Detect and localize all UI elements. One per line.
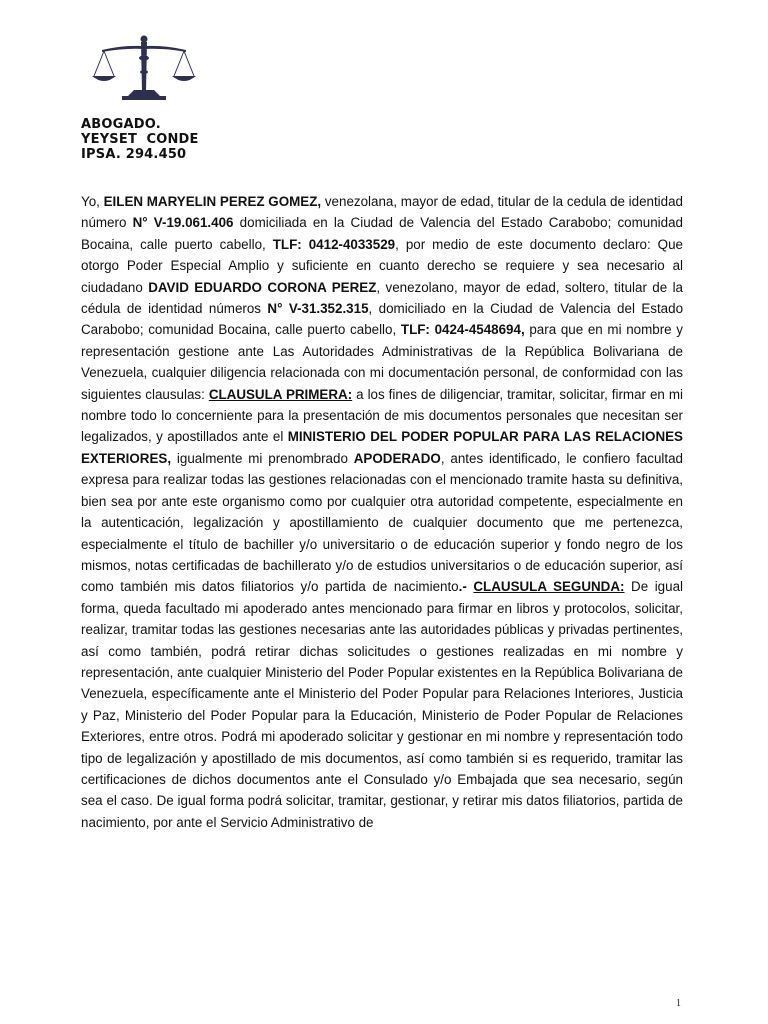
grantor-phone: TLF: 0412-4033529 [272,236,396,252]
header-title: ABOGADO. [81,117,161,132]
text-segment: a los fines de diligenciar, tramitar, solicitar, firmar en mi nombre todo lo concerniente para la presentación de mis documentos personales que necesitan ser legalizados, y apostillados ante el [81,386,683,445]
power-of-attorney-text [81,191,683,833]
lawyer-header [81,117,199,162]
attorney-name: DAVID EDUARDO CORONA PEREZ [148,279,377,295]
header-lawyer-name: YEYSET CONDE [81,132,199,147]
text-segment: Yo, [81,194,104,209]
header-ipsa-number: IPSA. 294.450 [81,147,187,162]
text-segment: De igual forma, queda facultado mi apoderado antes mencionado para firmar en libros y protocolos, solicitar, realizar, tramitar todas las gestiones necesarias ante las autoridades públicas y privadas pertinentes, así como también, podrá retirar dichas solicitudes o gestiones realizadas en mi nombre y representación, ante cualquier Ministerio del Poder Popular existentes en la República Bolivariana de Venezuela, específicamente ante el Ministerio del Poder Popular para Relaciones Interiores, Justicia y Paz, Ministerio del Poder Popular para la Educación, Ministerio de Poder Popular de Relaciones Exteriores, entre otros. Podrá mi apoderado solicitar y gestionar en mi nombre y representación todo tipo de legalización y apostillado de mis documentos, así como también si es requerido, tramitar las certificaciones de dichos documentos ante el Consulado y/o Embajada que sea necesario, según sea el caso. De igual forma podrá solicitar, tramitar, gestionar, y retirar mis datos filiatorios, partida de nacimiento, por ante el Servicio Administrativo de [81,579,684,830]
grantor-id: N° V-19.061.406 [132,215,234,231]
text-segment: venezolana, mayor de edad, titular de la cedula de identidad número [81,194,683,231]
text-segment: , por medio de este documento declaro: Que otorgo Poder Especial Amplio y suficiente en cuanto derecho se requiere y sea necesario al ciudadano [81,236,683,295]
text-segment: domiciliada en la Ciudad de Valencia del Estado Carabobo; comunidad Bocaina, calle puerto cabello, [81,215,683,252]
clause-two-heading: CLAUSULA SEGUNDA: [473,579,625,595]
grantor-name: EILEN MARYELIN PEREZ GOMEZ, [103,194,322,209]
attorney-id: N° V-31.352.315 [267,301,369,317]
text-segment: , antes identificado, le confiero facultad expresa para realizar todas las gestiones relacionadas con el mencionado tramite hasta su definitiva, bien sea por ante este organismo como por cualquier otra autoridad competente, especialmente en la autenticación, legalización y apostillamiento de cualquier documento que me pertenezca, especialmente el título de bachiller y/o universitario o de educación superior y fondo negro de los mismos, notas certificadas de bachillerato y/o de estudios universitarios o de educación superior, así como también mis datos filiatorios y/o partida de nacimiento [81,450,683,595]
page-number: 1 [676,998,681,1009]
ministry-name: MINISTERIO DEL PODER POPULAR PARA LAS RELACIONES EXTERIORES, [81,429,683,466]
scales-of-justice-icon [88,32,200,110]
text-segment: , venezolano, mayor de edad, soltero, titular de la cédula de identidad números [81,279,684,317]
text-segment: para que en mi nombre y representación gestione ante Las Autoridades Administrativas de la República Bolivariana de Venezuela, cualquier diligencia relacionada con mi documentación personal, de conformidad con las siguientes clausulas: [81,322,683,402]
clause-one-heading: CLAUSULA PRIMERA: [208,386,353,402]
attorney-label: APODERADO [353,450,441,466]
text-segment: , domiciliado en la Ciudad de Valencia del Estado Carabobo; comunidad Bocaina, calle puerto cabello, [81,301,684,338]
attorney-phone: TLF: 0424-4548694, [400,322,525,338]
text-segment: igualmente mi prenombrado [171,450,354,466]
clause-separator: .- [458,579,474,595]
